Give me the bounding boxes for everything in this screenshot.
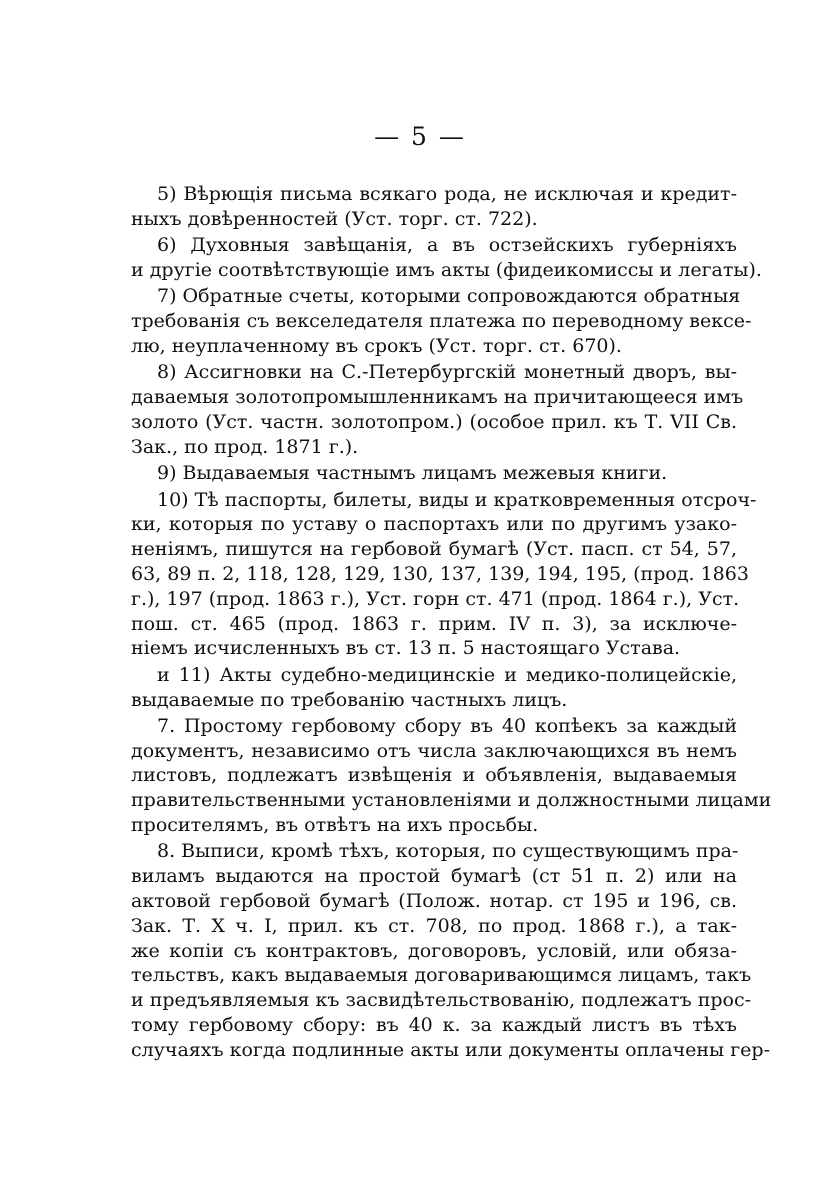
text-line: случаяхъ когда подлинные акты или документы оплачены гер- bbox=[131, 1038, 770, 1061]
paragraph bbox=[131, 488, 757, 662]
text-line: документъ, независимо отъ числа заключающихся въ немъ bbox=[131, 739, 737, 762]
paragraph bbox=[131, 182, 737, 232]
text-line: виламъ выдаются на простой бумагѣ (ст 51 п. 2) или на bbox=[131, 865, 737, 888]
text-line: правительственными установленіями и должностными лицами bbox=[131, 789, 772, 812]
text-line: лю, неуплаченному въ срокъ (Уст. торг. ст. 670). bbox=[131, 334, 622, 357]
text-line: актовой гербовой бумагѣ (Полож. нотар. ст 195 и 196, св. bbox=[131, 890, 737, 913]
text-line: тельствъ, какъ выдаваемыя договаривающимся лицамъ, такъ bbox=[131, 964, 752, 987]
text-line: и предъявляемыя къ засвидѣтельствованію, подлежатъ прос- bbox=[131, 989, 752, 1012]
text-line: даваемыя золотопромышленникамъ на причитающееся имъ bbox=[131, 386, 744, 409]
text-line: же копіи съ контрактовъ, договоровъ, условій, или обяза- bbox=[131, 939, 737, 962]
text-line: 63, 89 п. 2, 118, 128, 129, 130, 137, 139, 194, 195, (прод. 1863 bbox=[131, 562, 749, 585]
text-line: тому гербовому сбору: въ 40 к. за каждый листъ въ тѣхъ bbox=[131, 1014, 737, 1037]
text-line: ныхъ довѣренностей (Уст. торг. ст. 722). bbox=[131, 207, 538, 230]
body-text bbox=[131, 182, 772, 1064]
text-line: и другіе соотвѣтствующіе имъ акты (фидеикомиссы и легаты). bbox=[131, 258, 762, 281]
page-number: — 5 — bbox=[374, 122, 466, 151]
text-line: 10) Тѣ паспорты, билеты, виды и кратковременныя отсроч- bbox=[157, 488, 757, 511]
text-line: ки, которыя по уставу о паспортахъ или по другимъ узако- bbox=[131, 513, 737, 536]
text-line: золото (Уст. частн. золотопром.) (особое прил. къ Т. VII Св. bbox=[131, 410, 737, 433]
text-line: 9) Выдаваемыя частнымъ лицамъ межевыя книги. bbox=[157, 462, 668, 485]
text-line: 7) Обратные счеты, которыми сопровождаются обратныя bbox=[157, 285, 741, 308]
text-line: и 11) Акты судебно-медицинскіе и медико-полицейскіе, bbox=[157, 663, 737, 686]
text-line: пош. ст. 465 (прод. 1863 г. прим. IV п. 3), за исключе- bbox=[131, 612, 737, 635]
paragraph bbox=[131, 839, 770, 1062]
text-line: ніемъ исчисленныхъ въ ст. 13 п. 5 настоящаго Устава. bbox=[131, 637, 681, 660]
text-line: 8) Ассигновки на С.-Петербургскій монетный дворъ, вы- bbox=[157, 361, 737, 384]
text-line: неніямъ, пишутся на гербовой бумагѣ (Уст. пасп. ст 54, 57, bbox=[131, 538, 737, 561]
text-line: выдаваемые по требованію частныхъ лицъ. bbox=[131, 688, 568, 711]
paragraph bbox=[131, 663, 737, 713]
text-line: Зак. Т. X ч. I, прил. къ ст. 708, по прод. 1868 г.), а так- bbox=[131, 914, 737, 937]
text-line: 8. Выписи, кромѣ тѣхъ, которыя, по существующимъ пра- bbox=[157, 840, 739, 863]
text-line: 5) Вѣрющія письма всякаго рода, не исключая и кредит- bbox=[157, 183, 737, 205]
text-line: требованія съ векселедателя платежа по переводному вексе- bbox=[131, 310, 752, 333]
paragraph bbox=[131, 461, 737, 486]
paragraph bbox=[131, 360, 744, 459]
text-line: просителямъ, въ отвѣтъ на ихъ просьбы. bbox=[131, 814, 539, 837]
paragraph bbox=[131, 233, 762, 283]
text-line: листовъ, подлежатъ извѣщенія и объявленія, выдаваемыя bbox=[131, 764, 737, 787]
paragraph bbox=[131, 284, 752, 358]
paragraph bbox=[131, 714, 772, 838]
text-line: 6) Духовныя завѣщанія, а въ остзейскихъ губерніяхъ bbox=[157, 234, 737, 257]
text-line: г.), 197 (прод. 1863 г.), Уст. горн ст. 471 (прод. 1864 г.), Уст. bbox=[131, 587, 740, 610]
text-line: 7. Простому гербовому сбору въ 40 копѣекъ за каждый bbox=[157, 714, 737, 737]
text-line: Зак., по прод. 1871 г.). bbox=[131, 435, 359, 458]
